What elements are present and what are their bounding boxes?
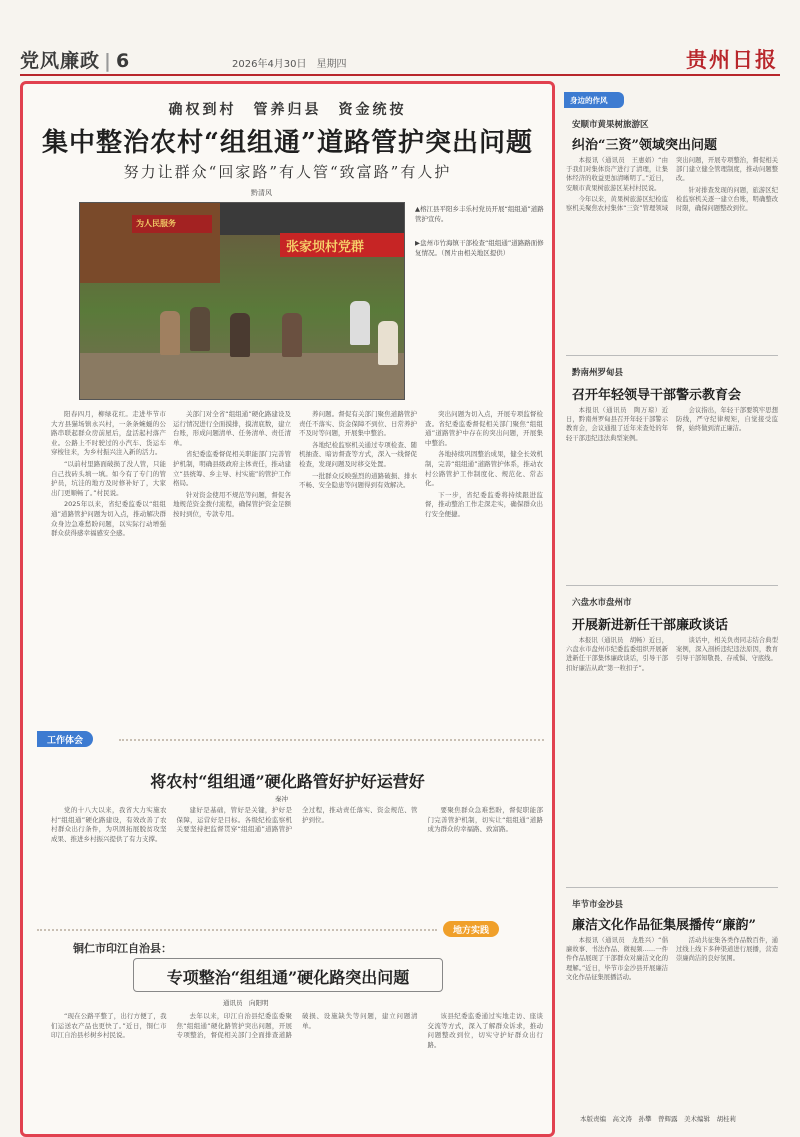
main-kicker: 确权到村 管养归县 资金统按 [168, 102, 407, 118]
story-dateline: 黔南州罗甸县 [572, 368, 624, 378]
person-figure [378, 321, 398, 365]
story-headline: 纠治“三资”领域突出问题 [572, 138, 717, 153]
main-subhead: 努力让群众“回家路”有人管“致富路”有人护 [123, 163, 452, 181]
photo-captions [415, 204, 545, 272]
photo-caption: ▶盘州市竹海镇干部检查“组组通”道路路面修复情况。（图片由相关地区提供） [415, 239, 544, 257]
right-column-tag: 身边的作风 [564, 92, 624, 108]
person-figure [160, 311, 180, 355]
story-dateline: 六盘水市盘州市 [572, 598, 632, 608]
person-figure [190, 307, 210, 351]
story-divider [566, 887, 778, 888]
story-divider [566, 585, 778, 586]
red-sign: 为人民服务 [132, 215, 212, 233]
main-headline: 集中整治农村“组组通”道路管护突出问题 [42, 128, 533, 158]
story-headline: 召开年轻领导干部警示教育会 [572, 388, 742, 403]
story-body: 本报讯（通讯员 陶万琼）近日，黔南州罗甸县召开年轻干部警示教育会，会议通报了近年来查处的年轻干部违纪违法典型案例。 会议指出，年轻干部要筑牢思想防线，严守纪律规矩，自觉接受监督，始终做到清正廉洁。 [566, 407, 778, 442]
local-practice-byline: 通讯员 向阳明 [223, 999, 269, 1007]
person-figure [230, 313, 250, 357]
section-name: 党风廉政 | 6 [20, 50, 131, 72]
story-dateline: 安顺市黄果树旅游区 [572, 120, 649, 130]
main-article [20, 81, 555, 1137]
ground-shape [80, 353, 405, 400]
issue-date: 2026年4月30日 星期四 [232, 59, 347, 70]
work-experience-byline: 秦冲 [275, 795, 288, 803]
local-practice-tab: 地方实践 [443, 921, 499, 937]
footer-credits: 本版责编 高文涛 孙攀 曾辉露 美术编辑 胡桂莉 [580, 1115, 736, 1123]
masthead [0, 0, 800, 76]
work-experience-tab: 工作体会 [37, 731, 93, 747]
masthead-rule [20, 74, 780, 76]
section-divider [119, 739, 544, 741]
page-number: 6 [115, 50, 131, 72]
main-byline: 黔清风 [251, 189, 272, 197]
local-practice-body: “现在公路平整了，出行方便了，我们运送农产品也更快了。”近日，铜仁市印江自治县杉树乡村民说。 去年以来，印江自治县纪委监委聚焦“组组通”硬化路管护突出问题，开展专项整治，督促相关部门全面排查道路破损、设施缺失等问题，建立问题清单。 该县纪委监委通过实地走访、座谈交流等方式，深入了解群众诉求，推动问题整改到位，切实守护好群众出行路。 [51, 1012, 543, 1049]
section-divider [37, 929, 437, 931]
main-body-col-2: 关部门对全省“组组通”硬化路建设及运行情况进行全面摸排，摸清底数，建立台账，形成问题清单、任务清单、责任清单。 省纪委监委督促相关职能部门完善管护机制，明确县级政府主体责任，推动建立“县统筹、乡主导、村实施”的管护工作格局。 针对资金使用不规范等问题，督促各地规范资金拨付流程，确保管护资金足额按时到位，专款专用。 [173, 410, 291, 518]
main-body-col-4: 突出问题为切入点，开展专项监督检查。省纪委监委督促相关部门聚焦“组组通”道路管护中存在的突出问题，开展集中整治。 各地持续巩固整治成果，健全长效机制，完善“组组通”道路管护体系，推动农村公路管护工作制度化、规范化、常态化。 下一步，省纪委监委将持续跟进监督，推动整治工作走深走实，确保群众出行安全便捷。 [425, 410, 543, 518]
local-practice-headline: 专项整治“组组通”硬化路突出问题 [133, 958, 443, 992]
main-body-col-3: 养问题。督促有关部门聚焦道路管护责任不落实、资金保障不到位、日常养护不及时等问题，开展集中整治。 各地纪检监察机关通过专项检查、随机抽查、暗访督查等方式，深入一线督促检查，发现问题及时移交处置。 一批群众反映强烈的道路破损、排水不畅、安全隐患等问题得到有效解决。 [299, 410, 417, 490]
main-photo [79, 202, 405, 400]
story-divider [566, 355, 778, 356]
story-headline: 开展新进新任干部廉政谈话 [572, 618, 729, 633]
photo-banner: 张家坝村党群 [280, 233, 405, 257]
story-dateline: 毕节市金沙县 [572, 900, 624, 910]
story-body: 本报讯（通讯员 王惠娟）“由于我们对集体资产进行了清理，让集体经济的收益更加清晰明了。”近日，安顺市黄果树旅游区某村村民说。 今年以来，黄果树旅游区纪检监察机关聚焦农村集体“三资”管理领域突出问题，开展专项整治，督促相关部门建立健全管理制度，推动问题整改。 针对排查发现的问题，旅游区纪检监察机关逐一建立台账，明确整改时限，确保问题整改到位。 [566, 157, 778, 213]
work-experience-body: 党的十八大以来，我省大力实施农村“组组通”硬化路建设，有效改善了农村群众出行条件，为巩固拓展脱贫攻坚成果、推进乡村振兴提供了有力支撑。 建好是基础，管好是关键，护好是保障，运营好是目标。各级纪检监察机关要坚持把监督贯穿“组组通”道路管护全过程，推动责任落实、资金规范、管护到位。 要聚焦群众急难愁盼，督促职能部门完善管护机制，切实让“组组通”道路成为群众的幸福路、致富路。 [51, 806, 543, 843]
newspaper-logo: 贵州日报 [686, 47, 778, 72]
work-experience-headline: 将农村“组组通”硬化路管好护好运营好 [150, 772, 425, 791]
roof-shape [220, 203, 405, 235]
person-figure [282, 313, 302, 357]
local-practice-kicker: 铜仁市印江自治县： [73, 942, 172, 955]
story-headline: 廉洁文化作品征集展播传“廉韵” [572, 918, 756, 933]
story-body: 本报讯（通讯员 龙胜兴）“倡廉故事、书法作品、微视频……一件件作品展现了干部群众对廉洁文化的理解。”近日，毕节市金沙县开展廉洁文化作品征集展播活动。 活动共征集各类作品数百件，通过线上线下多种渠道进行展播，营造崇廉尚洁的良好氛围。 [566, 937, 778, 981]
main-body-col-1: 阳春四月，柳绿花红。走进毕节市大方县猫场镇永兴村，一条条蜿蜒的公路串联起群众房前屋后，盘活起村落产业。公路上不时驶过的小汽车、货运车穿梭往来，为乡村振兴注入新的活力。 “以前村里路面破损了没人管，只能自己找砖头填一填。如今有了专门的管护员，坑洼的地方及时修补好了，大家出门更顺畅了。”村民说。 2025年以来，省纪委监委以“组组通”道路管护问题为切入点，推动解决群众身边急难愁盼问题，以实际行动增强群众获得感幸福感安全感。 [51, 410, 166, 538]
story-body: 本报讯（通讯员 胡畅）近日，六盘水市盘州市纪委监委组织开展新进新任干部集体廉政谈话，引导干部扣好廉洁从政“第一粒扣子”。 谈话中，相关负责同志结合典型案例，深入剖析违纪违法原因，教育引导干部知敬畏、存戒惧、守底线。 [566, 637, 778, 672]
person-figure [350, 301, 370, 345]
photo-caption: ▲榕江县平阳乡丰乐村党员开展“组组通”道路管护宣传。 [415, 205, 544, 223]
